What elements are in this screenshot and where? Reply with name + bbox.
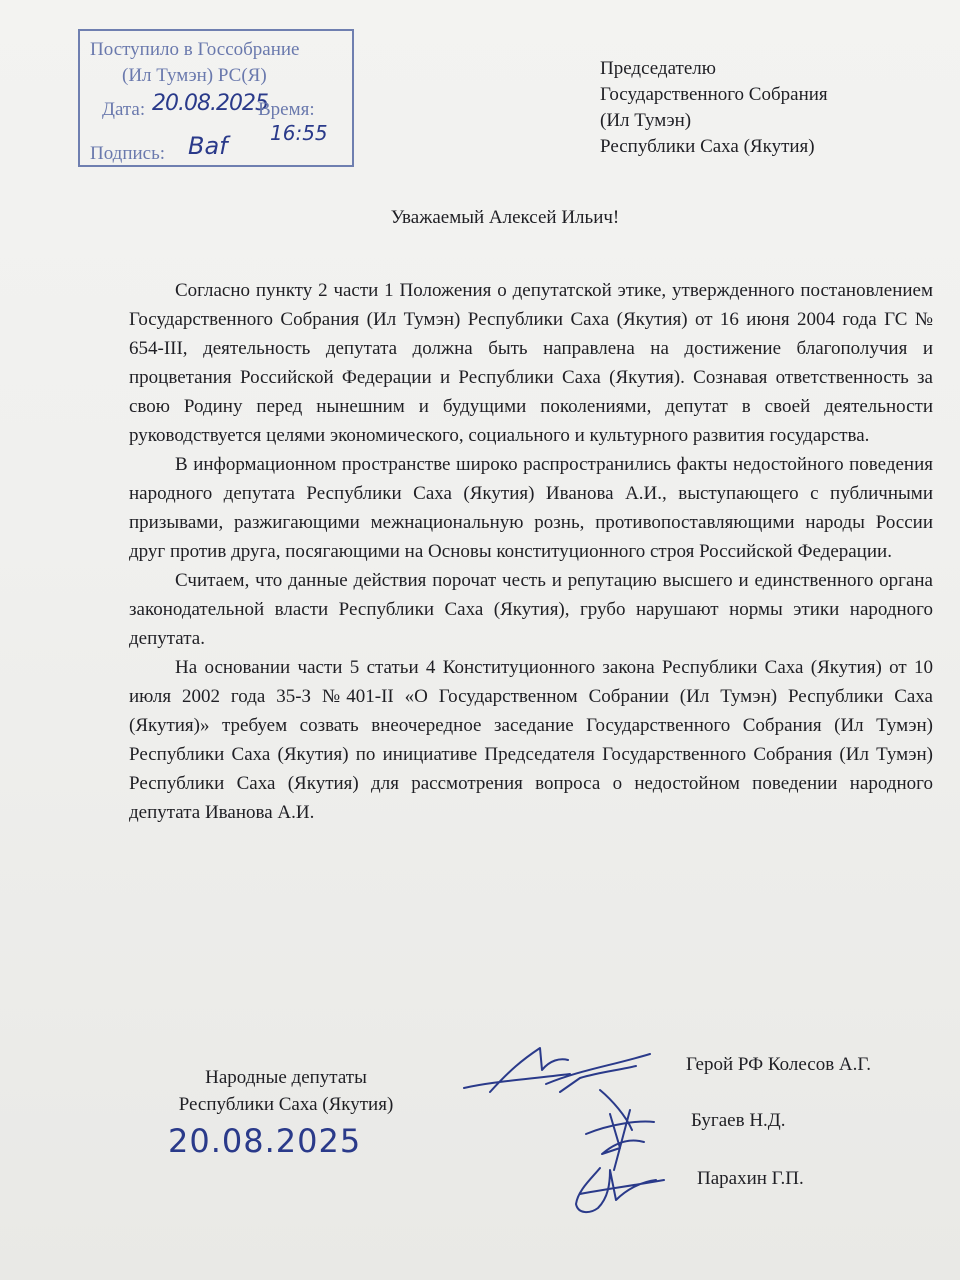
stamp-signature-label: Подпись: [90, 143, 166, 164]
stamp-time-label: Время: [258, 99, 315, 120]
addressee-line: Председателю [600, 58, 716, 79]
stamp-time-value: 16:55 [270, 121, 328, 145]
signature-3 [576, 1168, 664, 1212]
signers-title [150, 1064, 422, 1118]
paragraph-4: На основании части 5 статьи 4 Конституционного закона Республики Саха (Якутия) от 10 июля 2002 года 35-З №401-II «О Государственном Собрании (Ил Тумэн) Республики Саха (Якутия)» требуем созвать внеочередное заседание Государственного Собрания (Ил Тумэн) Республики Саха (Якутия) по инициативе Председателя Государственного Собрания (Ил Тумэн) Республики Саха (Якутия) для рассмотрения вопроса о недостойном поведении народного депутата Иванова А.И. [129, 657, 933, 823]
received-stamp [78, 29, 354, 167]
stamp-signature-value: Ваf [188, 132, 228, 160]
stamp-line-1: Поступило в Госсобрание [90, 39, 300, 60]
signer-name-3: Парахин Г.П. [697, 1168, 804, 1189]
addressee-line: Республики Саха (Якутия) [600, 136, 815, 157]
letter-body [129, 276, 933, 827]
paragraph-2: В информационном пространстве широко распространились факты недостойного поведения народного депутата Республики Саха (Якутия) Иванова А.И., выступающего с публичными призывами, разжигающими межнациональную рознь, противопоставляющими народы России друг против друга, посягающими на Основы конституционного строя Российской Федерации. [129, 454, 933, 562]
signers-title-line-1: Народные депутаты [205, 1067, 367, 1088]
signature-2 [586, 1090, 654, 1170]
signer-name-2: Бугаев Н.Д. [691, 1110, 786, 1131]
stamp-date-label: Дата: [102, 99, 146, 120]
signers-title-line-2: Республики Саха (Якутия) [178, 1094, 394, 1115]
stamp-date-value: 20.08.2025 [152, 91, 268, 116]
addressee-line: (Ил Тумэн) [600, 110, 692, 131]
addressee-line: Государственного Собрания [600, 84, 828, 105]
handwritten-date: 20.08.2025 [168, 1122, 362, 1160]
signer-name-1: Герой РФ Колесов А.Г. [686, 1054, 871, 1075]
addressee-block [600, 56, 828, 160]
stamp-line-2: (Ил Тумэн) РС(Я) [122, 65, 267, 86]
paragraph-3: Считаем, что данные действия порочат честь и репутацию высшего и единственного органа законодательной власти Республики Саха (Якутия), грубо нарушают нормы этики народного депутата. [129, 570, 933, 649]
signature-1 [464, 1048, 650, 1092]
salutation: Уважаемый Алексей Ильич! [390, 207, 620, 228]
signatures-drawing [450, 1030, 690, 1230]
paragraph-1: Согласно пункту 2 части 1 Положения о депутатской этике, утвержденного постановлением Государственного Собрания (Ил Тумэн) Республики Саха (Якутия) от 16 июня 2004 года ГС № 654-III, деятельность депутата должна быть направлена на достижение благополучия и процветания Российской Федерации и Республики Саха (Якутия). Сознавая ответственность за свою Родину перед нынешним и будущими поколениями, депутат в своей деятельности руководствуется целями экономического, социального и культурного развития государства. [129, 280, 933, 446]
